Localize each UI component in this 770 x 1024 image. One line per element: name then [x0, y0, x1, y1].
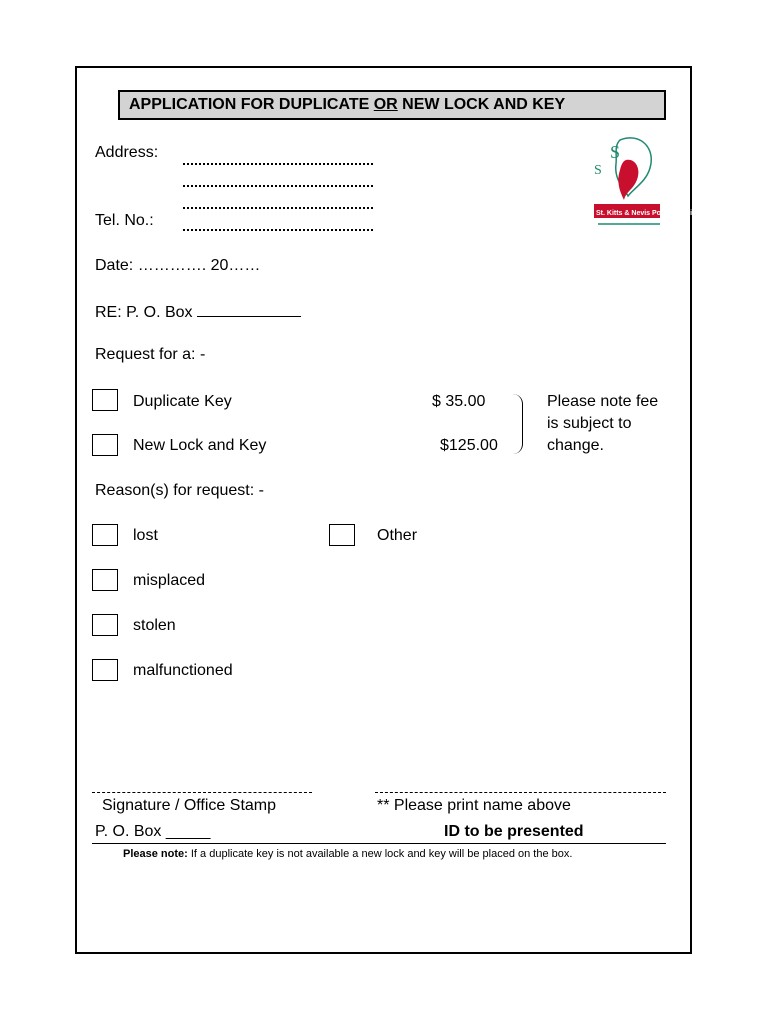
new-lock-key-checkbox[interactable] [92, 434, 118, 456]
title-or: OR [373, 96, 398, 113]
duplicate-key-label: Duplicate Key [133, 393, 232, 410]
request-label: Request for a: - [95, 346, 206, 363]
postal-services-logo-icon [590, 130, 704, 230]
tel-label: Tel. No.: [95, 212, 154, 229]
svg-text:S: S [610, 142, 621, 162]
reason-lost-checkbox[interactable] [92, 524, 118, 546]
reason-label: Reason(s) for request: - [95, 482, 264, 499]
footer-rule [92, 843, 666, 844]
duplicate-key-price: $ 35.00 [432, 393, 486, 410]
footer-note-bold: Please note: [123, 848, 188, 860]
po-box-line [95, 823, 210, 841]
footer-note-text: If a duplicate key is not available a new lock and key will be placed on the box. [187, 848, 573, 860]
address-line-2[interactable] [183, 185, 373, 187]
footer-note [123, 848, 572, 860]
id-note: ID to be presented [444, 823, 584, 840]
address-line-3[interactable] [183, 207, 373, 209]
reason-misplaced-checkbox[interactable] [92, 569, 118, 591]
fee-note-line-2: is subject to [547, 415, 632, 432]
title-prefix: APPLICATION FOR DUPLICATE [129, 96, 374, 113]
signature-line[interactable] [92, 792, 312, 793]
tel-line[interactable] [183, 229, 373, 231]
address-label: Address: [95, 144, 159, 161]
price-brace [512, 394, 523, 454]
reason-other-checkbox[interactable] [329, 524, 355, 546]
reason-lost-label: lost [133, 527, 158, 544]
new-lock-key-label: New Lock and Key [133, 437, 267, 454]
reason-stolen-label: stolen [133, 617, 176, 634]
address-line-1[interactable] [183, 163, 373, 165]
date-line: Date: …………. 20…… [95, 257, 261, 274]
reason-other-label: Other [377, 527, 418, 544]
new-lock-key-price: $125.00 [440, 437, 498, 454]
po-box-blank[interactable]: _____ [165, 823, 211, 840]
re-po-box-field[interactable] [197, 302, 301, 317]
duplicate-key-checkbox[interactable] [92, 389, 118, 411]
reason-malfunctioned-label: malfunctioned [133, 662, 233, 679]
po-box-label: P. O. Box [95, 823, 166, 840]
reason-malfunctioned-checkbox[interactable] [92, 659, 118, 681]
print-name-line[interactable] [375, 792, 666, 793]
fee-note-line-3: change. [547, 437, 604, 454]
fee-note-line-1: Please note fee [547, 393, 659, 410]
reason-stolen-checkbox[interactable] [92, 614, 118, 636]
title-suffix: NEW LOCK AND KEY [397, 96, 566, 113]
print-name-label: ** Please print name above [377, 797, 571, 814]
signature-label: Signature / Office Stamp [102, 797, 277, 814]
re-label: RE: P. O. Box [95, 304, 197, 321]
reason-misplaced-label: misplaced [133, 572, 206, 589]
form-title [118, 90, 666, 120]
logo-text: St. Kitts & Nevis Postal Services [596, 210, 704, 217]
svg-text:S: S [594, 163, 602, 178]
re-po-box [95, 302, 301, 322]
